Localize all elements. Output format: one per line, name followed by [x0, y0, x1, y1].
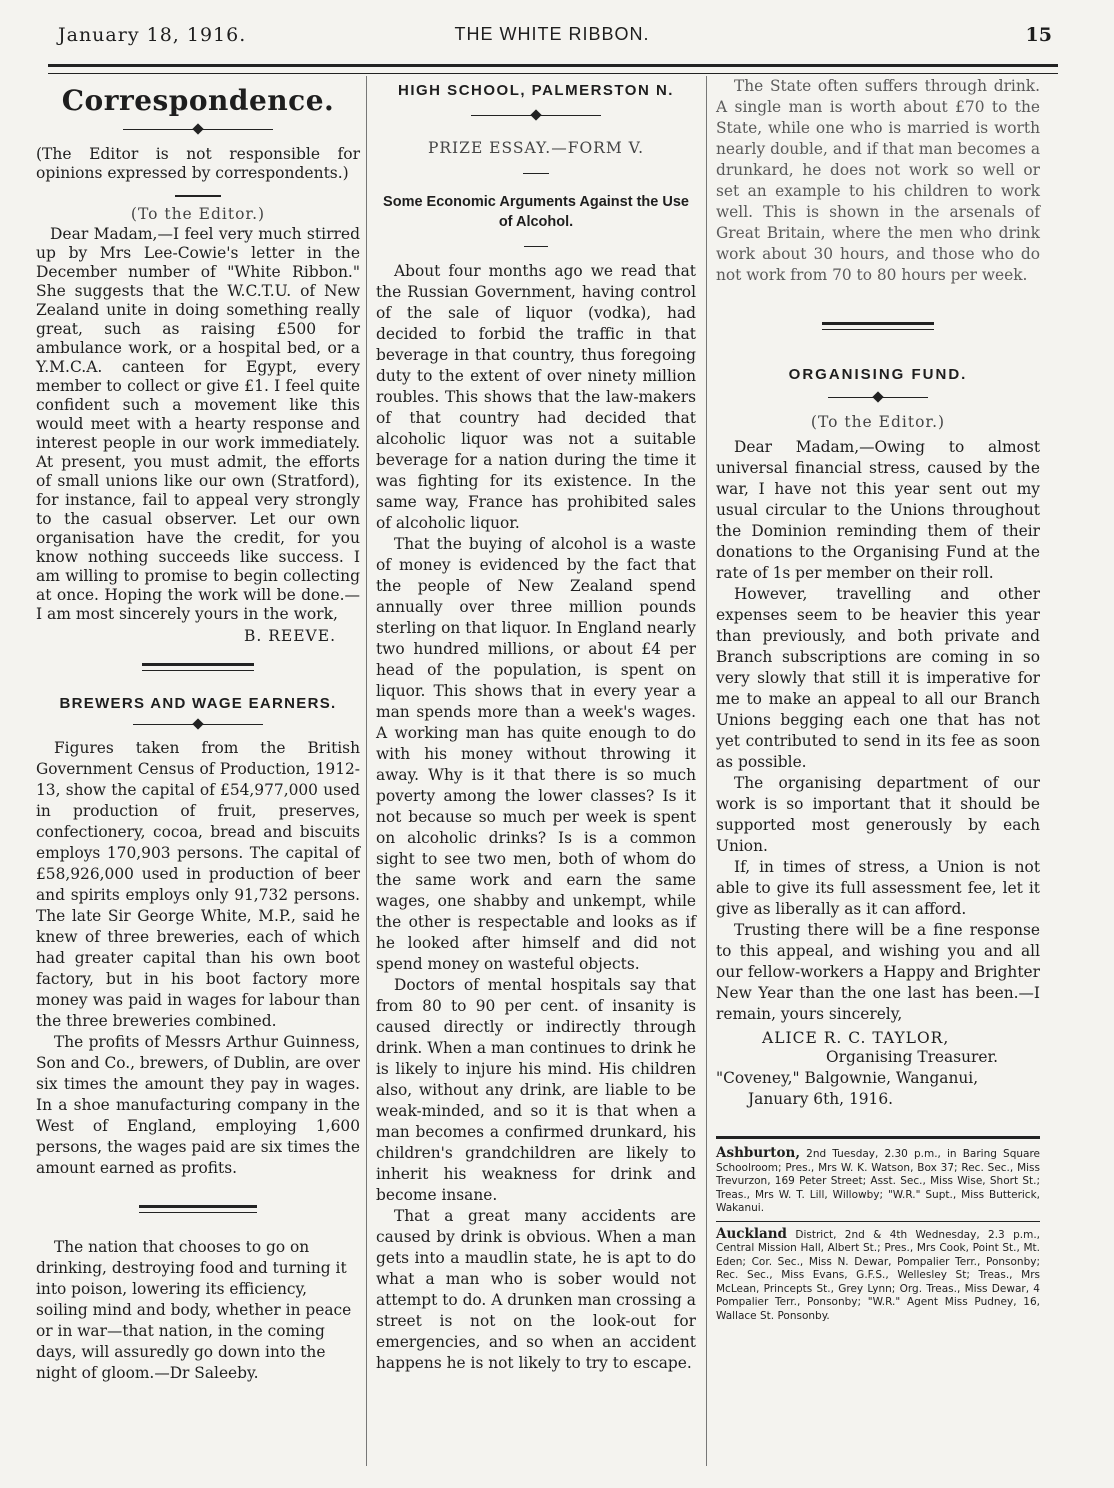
ornament-divider	[123, 125, 273, 135]
branch-details: 2nd Tuesday, 2.30 p.m., in Baring Square Schoolroom; Pres., Mrs W. K. Watson, Box 37; Rec. Sec., Miss Trevurzon, 169 Peter Street; Asst. Sec., Miss Wise, Short St.; Treas., Mrs W. T. Lill, Willowby; "W.R." Supt., Miss Butterick, Wakanui.	[716, 1148, 1040, 1214]
fund-paragraph: If, in times of stress, a Union is not able to give its full assessment fee, let it give as liberally as it can afford.	[716, 858, 1040, 918]
short-rule	[523, 173, 549, 174]
essay-continuation: The State often suffers through drink. A single man is worth about £70 to the State, while one who is married is worth nearly double, and if that man becomes a drunkard, he does not work so well or set an example to his children to work well. This is shown in the arsenals of Great Britain, where the men who drink work about 30 hours, and those who do not work from 70 to 80 hours per week.	[716, 77, 1040, 284]
masthead	[52, 24, 1052, 54]
essay-title: Some Economic Arguments Against the Use of Alcohol.	[383, 194, 689, 230]
organising-fund-heading: ORGANISING FUND.	[788, 366, 968, 383]
branch-entry	[716, 1147, 1040, 1216]
brewers-heading: BREWERS AND WAGE EARNERS.	[59, 695, 337, 712]
saleeby-quote: The nation that chooses to go on drinking, destroying food and turning it into poison, lowering its efficiency, soiling mind and body, whether in peace or in war—that nation, in the coming days, will assuredly go down into the night of gloom.—Dr Saleeby.	[36, 1238, 352, 1382]
masthead-rule	[48, 64, 1058, 74]
reeve-letter: Dear Madam,—I feel very much stirred up by Mrs Lee-Cowie's letter in the December number of "White Ribbon." She suggests that the W.C.T.U. of New Zealand unite in doing something really great, such as raising £500 for ambulance work, or a hospital bed, or a Y.M.C.A. canteen for Egypt, every member to collect or give £1. I feel quite confident such a movement like this would meet with a hearty response and interest people in our work immediately. At present, you must admit, the efforts of small unions like our own (Stratford), for instance, fail to appeal very strongly to the casual observer. Let our own organisation have the credit, for you know nothing succeeds like success. I am willing to promise to begin collecting at once. Hoping the work will be done.—I am most sincerely yours in the work,	[36, 225, 360, 623]
correspondence-heading: Correspondence.	[61, 84, 335, 117]
column-middle	[376, 76, 696, 1488]
branch-details: District, 2nd & 4th Wednesday, 2.3 p.m., Central Mission Hall, Albert St.; Pres., Mrs Cook, Point St., Mt. Eden; Cor. Sec., Miss N. Dewar, Pompalier Terr., Ponsonby; Rec. Sec., Miss Evans, G.F.S., Wellesley St; Treas., Mrs McLean, Princepts St., Grey Lynn; Org. Treas., Miss Dewar, 4 Pompalier Terr., Ponsonby; "W.R." Agent Miss Pudney, 16, Wallace St. Ponsonby.	[716, 1228, 1040, 1322]
branch-separator	[716, 1221, 1040, 1222]
high-school-heading: HIGH SCHOOL, PALMERSTON N.	[398, 82, 674, 99]
ornament-divider	[133, 720, 263, 730]
essay-paragraph: That a great many accidents are caused by drink is obvious. When a man gets into a maudlin state, he is apt to do what a man who is sober would not attempt to do. A drunken man crossing a street is not on the look-out for emergencies, and so when an accident happens he is not likely to try to escape.	[376, 1207, 696, 1372]
short-rule	[524, 246, 548, 247]
brewers-paragraph: The profits of Messrs Arthur Guinness, Son and Co., brewers, of Dublin, are over six times the amount they pay in wages. In a shoe manufacturing company in the West of England, employing 1,600 persons, the wages paid are six times the amount earned as profits.	[36, 1033, 360, 1177]
column-right	[716, 76, 1040, 1488]
ornament-divider	[471, 111, 601, 121]
branch-directory-rule	[716, 1136, 1040, 1139]
branch-name: Auckland	[716, 1225, 787, 1242]
fund-address: "Coveney," Balgownie, Wanganui,	[716, 1069, 979, 1087]
letter-signature: B. REEVE.	[244, 627, 336, 645]
branch-entry	[716, 1225, 1040, 1324]
fund-paragraph: The organising department of our work is so important that it should be supported most generously by each Union.	[716, 774, 1040, 855]
essay-paragraph: That the buying of alcohol is a waste of money is evidenced by the fact that the people of New Zealand spend annually over three million pounds sterling on that liquor. In England nearly two hundred millions, or about £4 per head of the population, is spent on liquor. This shows that in every year a man spends more than a week's wages. A working man has quite enough to do with his money without throwing it away. Why is it that there is so much poverty among the lower classes? Is it not because so much per week is spent on alcoholic drinks? Is is a common sight to see two men, both of whom do the same work and earn the same wages, one shabby and unkempt, while the other is respectable and looks as if he looked after himself and did not spend money on wasteful objects.	[376, 535, 696, 973]
fund-signature-title: Organising Treasurer.	[826, 1048, 999, 1066]
column-divider	[366, 76, 367, 1466]
essay-paragraph: Doctors of mental hospitals say that from 80 to 90 per cent. of insanity is caused directly or indirectly through drink. When a man continues to drink he is likely to injure his mind. His children also, without any drink, are liable to be weak-minded, and so it is that when a man becomes a confirmed drunkard, his children's grandchildren are likely to inherit his weakness for drink and become insane.	[376, 976, 696, 1204]
section-divider	[139, 1205, 257, 1213]
essay-paragraph: About four months ago we read that the Russian Government, having control of the sale of liquor (vodka), had decided to forbid the traffic in that beverage in that country, thus foregoing duty to the extent of over ninety million roubles. This shows that the law-makers of that country had decided that alcoholic liquor was not a suitable beverage for a nation during the time it was fighting for its existence. In the same way, France has prohibited sales of alcoholic liquor.	[376, 262, 696, 532]
ornament-divider	[828, 393, 928, 403]
column-divider	[706, 76, 707, 1466]
fund-paragraph: Dear Madam,—Owing to almost universal financial stress, caused by the war, I have not this year sent out my usual circular to the Unions throughout the Dominion reminding them of their donations to the Organising Fund at the rate of 1s per member on their roll.	[716, 438, 1040, 582]
short-rule	[175, 195, 221, 197]
fund-date: January 6th, 1916.	[748, 1090, 894, 1108]
letter-salutation: (To the Editor.)	[130, 205, 266, 223]
column-left	[36, 76, 360, 1488]
editor-disclaimer: (The Editor is not responsible for opinions expressed by correspondents.)	[36, 145, 360, 182]
fund-salutation: (To the Editor.)	[810, 413, 946, 431]
section-divider	[142, 663, 254, 671]
branch-name: Ashburton,	[716, 1145, 801, 1161]
section-divider	[822, 322, 934, 330]
essay-subtitle: PRIZE ESSAY.—FORM V.	[427, 139, 645, 157]
fund-paragraph: Trusting there will be a fine response to this appeal, and wishing you and all our fellow-workers a Happy and Brighter New Year than the one last has been.—I remain, yours sincerely,	[716, 921, 1040, 1023]
page-number: 15	[1025, 24, 1052, 46]
brewers-paragraph: Figures taken from the British Government Census of Production, 1912-13, show the capital of £54,977,000 used in production of fruit, preserves, confectionery, cocoa, bread and biscuits employs 170,903 persons. The capital of £58,926,000 used in production of beer and spirits employs only 91,732 persons. The late Sir George White, M.P., said he knew of three breweries, each of which had greater capital than his own boot factory, but in his boot factory more money was paid in wages for labour than the three breweries combined.	[36, 739, 360, 1030]
publication-title: THE WHITE RIBBON.	[454, 24, 650, 44]
fund-paragraph: However, travelling and other expenses seem to be heavier this year than previously, and both private and Branch subscriptions are coming in so very slowly that still it is imperative for me to make an appeal to all our Branch Unions begging each one that has not yet contributed to send in its fee as soon as possible.	[716, 585, 1040, 771]
fund-signature-name: ALICE R. C. TAYLOR,	[762, 1029, 950, 1047]
issue-date: January 18, 1916.	[58, 24, 247, 46]
